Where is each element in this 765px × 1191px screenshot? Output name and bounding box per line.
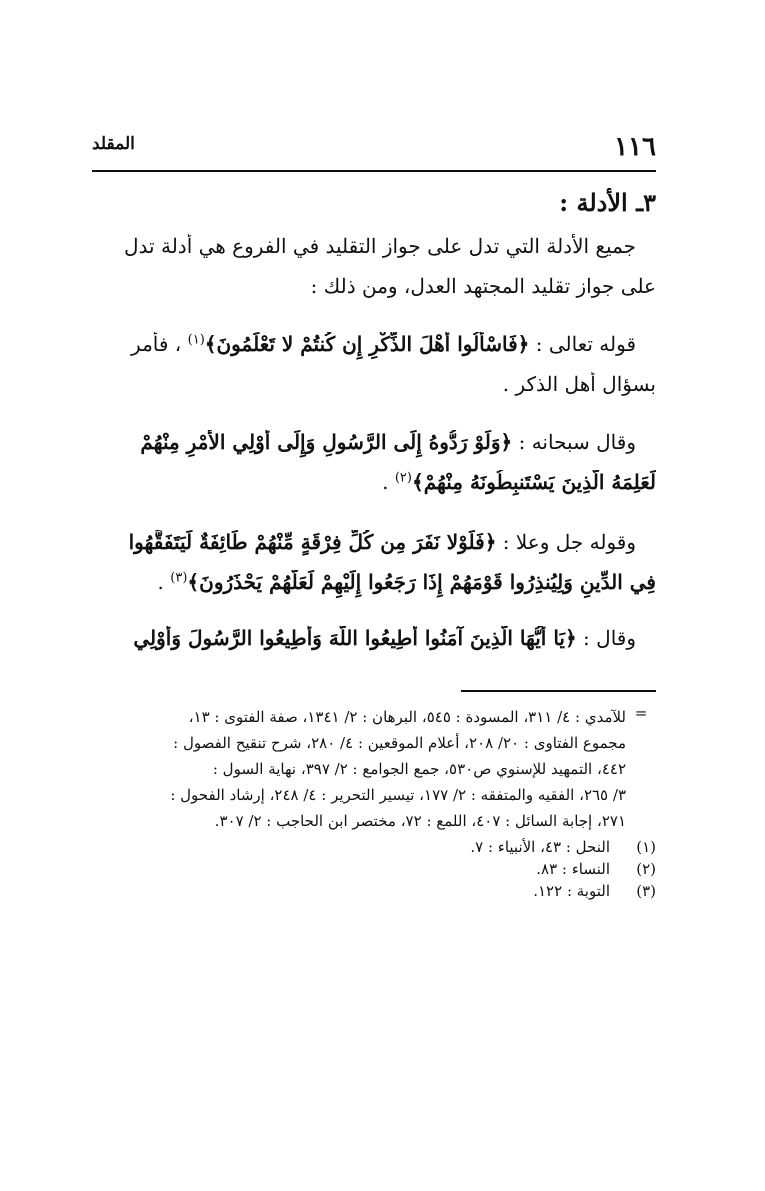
text-line — [92, 470, 656, 510]
text-line: جميع الأدلة التي تدل على جواز التقليد في الفروع هي أدلة تدل — [124, 234, 636, 258]
footnote-ref: (١) — [187, 332, 205, 348]
paragraph-verse-2 — [92, 430, 656, 510]
footnote-continuation — [92, 704, 656, 834]
verse-after: . — [382, 470, 395, 494]
text-line: على جواز تقليد المجتهد العدل، ومن ذلك : — [310, 274, 656, 298]
footnote-number: (٣) — [636, 882, 656, 900]
footnote-line: ٣/ ٢٦٥، الفقيه والمتفقه : ٢/ ١٧٧، تيسير التحرير : ٤/ ٢٤٨، إرشاد الفحول : — [170, 786, 626, 804]
verse-intro: وقال : — [576, 626, 636, 650]
footnote-number: (٢) — [636, 860, 656, 878]
footnote-line: ٤٤٢، التمهيد للإسنوي ص٥٣٠، جمع الجوامع : ٢/ ٣٩٧، نهاية السول : — [212, 760, 626, 778]
verse-intro: وقال سبحانه : — [512, 430, 636, 454]
footnote-number: (١) — [636, 838, 656, 856]
verse-intro: وقوله جل وعلا : — [496, 530, 636, 554]
footnote-separator — [461, 690, 656, 692]
footnote-text: التوبة : ١٢٢. — [533, 882, 610, 900]
footnote-text: النحل : ٤٣، الأنبياء : ٧. — [470, 838, 610, 856]
verse-intro: قوله تعالى : — [529, 332, 636, 356]
footnote-line: ٢٧١، إجابة السائل : ٤٠٧، اللمع : ٧٢، مختصر ابن الحاجب : ٢/ ٣٠٧. — [214, 812, 626, 830]
paragraph-verse-4 — [92, 626, 656, 666]
text-line — [92, 570, 656, 610]
paragraph-intro — [92, 234, 656, 314]
quran-verse: ﴿فَاسْأَلُوا أَهْلَ الذِّكْرِ إِن كُنتُمْ لا تَعْلَمُونَ﴾ — [204, 332, 530, 356]
footnote-ref: (٢) — [394, 470, 412, 486]
quran-verse: ﴿وَلَوْ رَدُّوهُ إِلَى الرَّسُولِ وَإِلَى أُوْلِي الأَمْرِ مِنْهُمْ — [140, 430, 513, 454]
footnote-item — [92, 882, 656, 900]
quran-verse: ﴿فَلَوْلا نَفَرَ مِن كُلِّ فِرْقَةٍ مِّنْهُمْ طَائِفَةٌ لِّيَتَفَقَّهُوا — [128, 530, 497, 554]
page-number: ١١٦ — [614, 132, 656, 162]
footnotes — [92, 704, 656, 900]
text-line — [92, 530, 656, 570]
running-title: المقلد — [92, 134, 135, 154]
quran-verse: ﴿يَا أَيُّهَا الَّذِينَ آمَنُوا أَطِيعُوا اللَّهَ وَأَطِيعُوا الرَّسُولَ وَأُوْلِي — [133, 626, 577, 650]
continuation-mark: = — [634, 704, 648, 722]
paragraph-verse-3 — [92, 530, 656, 610]
section-heading: ٣ـ الأدلة : — [559, 188, 656, 217]
verse-after: ، فأمر — [131, 332, 188, 356]
paragraph-verse-1 — [92, 332, 656, 412]
footnote-text: النساء : ٨٣. — [536, 860, 610, 878]
text-line: بسؤال أهل الذكر . — [502, 372, 656, 396]
verse-after: . — [157, 570, 171, 594]
footnote-item — [92, 860, 656, 878]
footnote-item — [92, 838, 656, 856]
quran-verse: فِي الدِّينِ وَلِيُنذِرُوا قَوْمَهُمْ إِذَا رَجَعُوا إِلَيْهِمْ لَعَلَّهُمْ يَحْذَرُونَ﴾ — [187, 570, 656, 594]
page-header — [92, 128, 656, 172]
footnote-line: مجموع الفتاوى : ٢٠/ ٢٠٨، أعلام الموقعين : ٤/ ٢٨٠، شرح تنقيح الفصول : — [173, 734, 626, 752]
text-line — [92, 430, 656, 470]
quran-verse: لَعَلِمَهُ الَّذِينَ يَسْتَنبِطُونَهُ مِنْهُمْ﴾ — [411, 470, 656, 494]
text-line — [92, 332, 656, 372]
footnote-line: للآمدي : ٤/ ٣١١، المسودة : ٥٤٥، البرهان : ٢/ ١٣٤١، صفة الفتوى : ١٣، — [188, 708, 626, 726]
text-line — [92, 626, 656, 666]
footnote-ref: (٣) — [170, 570, 188, 586]
